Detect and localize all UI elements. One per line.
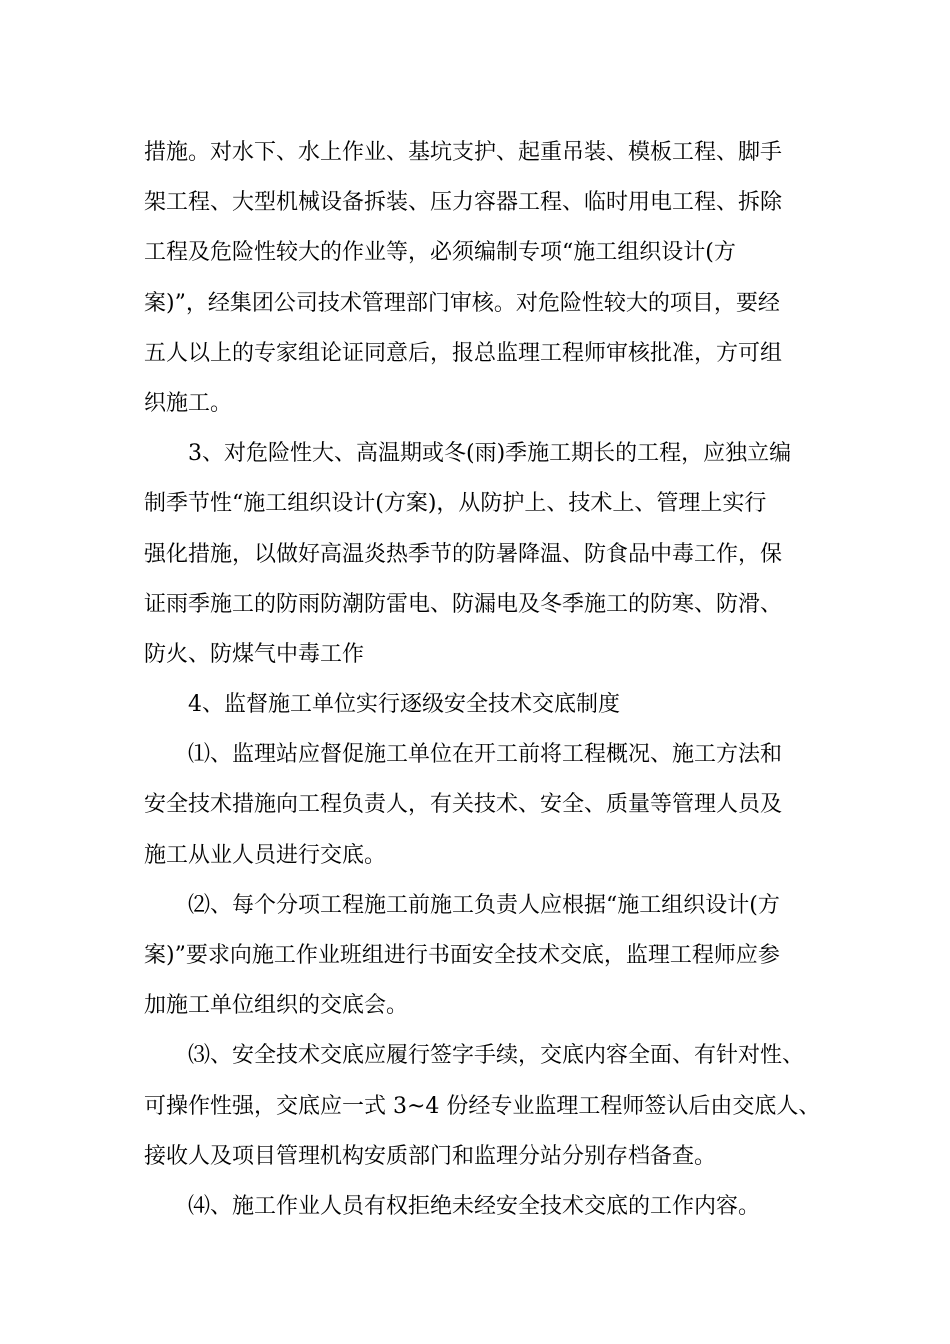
text-line: 防火、防煤气中毒工作 — [144, 641, 365, 667]
text-line: 案)”，经集团公司技术管理部门审核。对危险性较大的项目，要经 — [144, 290, 780, 316]
document-body — [144, 128, 824, 1232]
text-line: 加施工单位组织的交底会。 — [144, 993, 409, 1019]
text-line: 案)”要求向施工作业班组进行书面安全技术交底，监理工程师应参 — [144, 943, 780, 968]
text-line: 可操作性强，交底应一式 3~4 份经专业监理工程师签认后由交底人、 — [144, 1093, 821, 1119]
text-line: 工程及危险性较大的作业等，必须编制专项“施工组织设计(方 — [144, 240, 736, 266]
text-line: 接收人及项目管理机构安质部门和监理分站分别存档备查。 — [144, 1143, 717, 1169]
text-line: 架工程、大型机械设备拆装、压力容器工程、临时用电工程、拆除 — [144, 190, 783, 216]
text-line: 织施工。 — [144, 390, 233, 416]
text-line: 施工从业人员进行交底。 — [144, 842, 387, 868]
paragraph-3-start: 3、对危险性大、高温期或冬(雨)季施工期长的工程，应独立编 — [188, 441, 792, 467]
text-line: 证雨季施工的防雨防潮防雷电、防漏电及冬季施工的防寒、防滑、 — [144, 591, 783, 617]
text-line: 制季节性“施工组织设计(方案)，从防护上、技术上、管理上实行 — [144, 491, 767, 517]
paragraph-4-start: 4、监督施工单位实行逐级安全技术交底制度 — [188, 692, 620, 718]
text-line: 措施。对水下、水上作业、基坑支护、起重吊装、模板工程、脚手 — [144, 140, 783, 165]
text-line: 五人以上的专家组论证同意后，报总监理工程师审核批准，方可组 — [144, 340, 783, 366]
item-1-start: ⑴、监理站应督促施工单位在开工前将工程概况、施工方法和 — [188, 742, 783, 768]
item-4-start: ⑷、施工作业人员有权拒绝未经安全技术交底的工作内容。 — [188, 1193, 761, 1219]
item-3-start: ⑶、安全技术交底应履行签字手续，交底内容全面、有针对性、 — [188, 1043, 805, 1069]
item-2-start: ⑵、每个分项工程施工前施工负责人应根据“施工组织设计(方 — [188, 892, 780, 918]
text-line: 安全技术措施向工程负责人，有关技术、安全、质量等管理人员及 — [144, 792, 783, 818]
text-line: 强化措施，以做好高温炎热季节的防暑降温、防食品中毒工作，保 — [144, 541, 783, 567]
